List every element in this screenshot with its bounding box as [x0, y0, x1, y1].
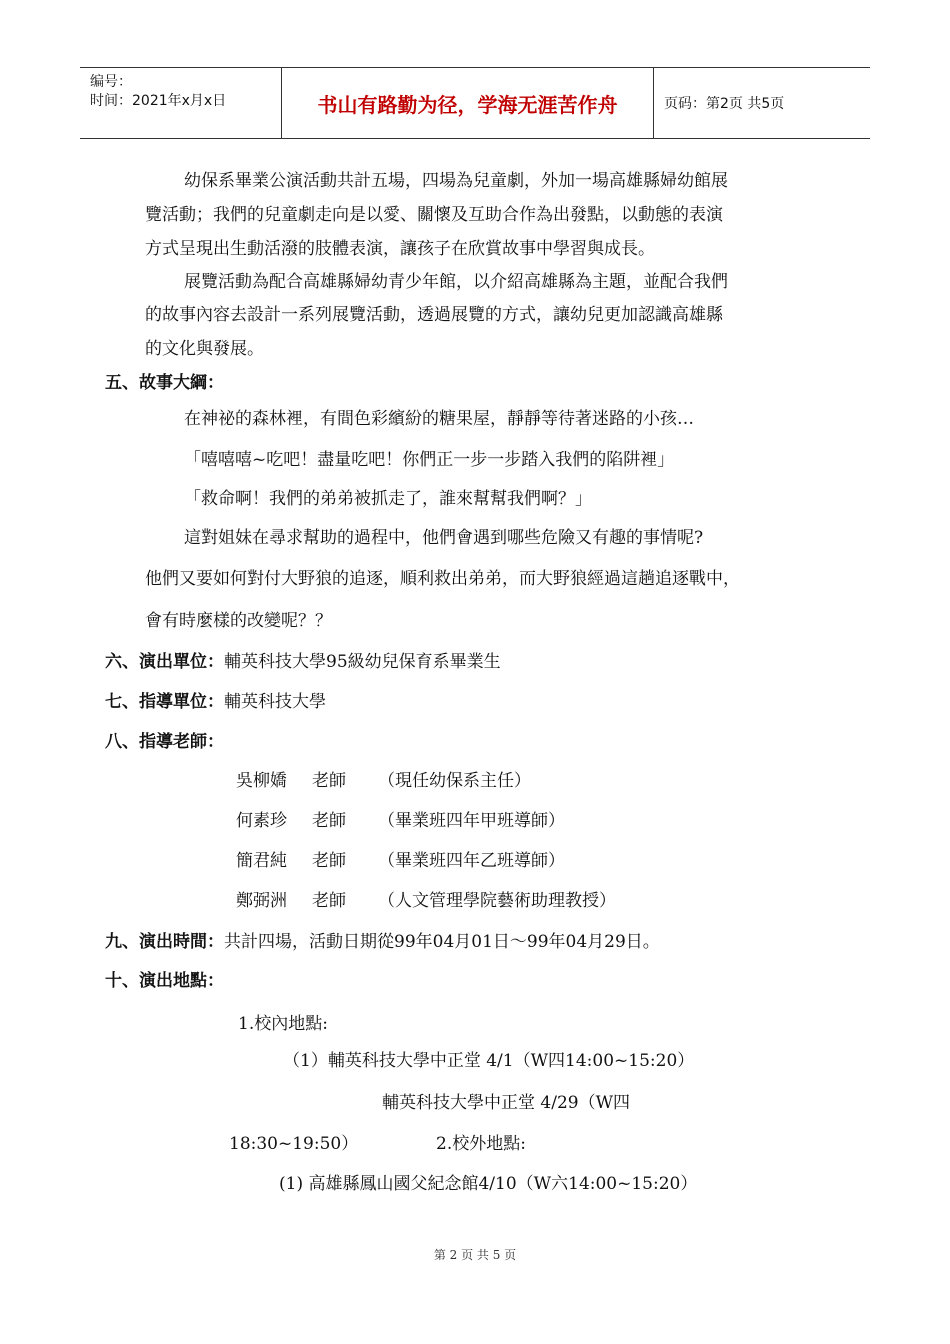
date-label: 时间：2021年x月x日 — [90, 93, 227, 109]
section-10-heading: 十、演出地點： — [105, 971, 224, 991]
venue-item: （1）輔英科技大學中正堂 4/1（W四14:00~15:20） — [283, 1051, 695, 1071]
intro-line: 的故事內容去設計一系列展覽活動，透過展覽的方式，讓幼兒更加認識高雄縣 — [145, 305, 723, 325]
story-line: 在神祕的森林裡，有間色彩繽紛的糖果屋，靜靜等待著迷路的小孩… — [184, 409, 694, 429]
teacher-role: （畢業班四年乙班導師） — [378, 851, 565, 871]
section-6-heading: 六、演出單位： — [105, 652, 224, 672]
header-motto: 书山有路勤为径，学海无涯苦作舟 — [281, 68, 654, 138]
number-label: 编号： — [90, 74, 132, 90]
venue-item: (1) 高雄縣鳳山國父紀念館4/10（W六14:00~15:20） — [279, 1174, 698, 1194]
section-8-heading: 八、指導老師： — [105, 732, 224, 752]
teacher-row — [236, 849, 565, 873]
venue-item-time: 18:30~19:50） — [229, 1134, 359, 1154]
teacher-name: 鄭弼洲 — [236, 891, 287, 911]
teacher-name: 吳柳嬌 — [236, 771, 287, 791]
intro-line: 展覽活動為配合高雄縣婦幼青少年館，以介紹高雄縣為主題，並配合我們 — [184, 272, 728, 292]
section-7-heading: 七、指導單位： — [105, 692, 224, 712]
story-line: 會有時麼樣的改變呢？？ — [145, 611, 332, 631]
intro-line: 的文化與發展。 — [145, 339, 264, 359]
section-7-value: 輔英科技大學 — [224, 692, 326, 712]
teacher-name: 簡君純 — [236, 851, 287, 871]
section-6-value: 輔英科技大學95級幼兒保育系畢業生 — [224, 652, 501, 672]
section-7 — [105, 690, 326, 714]
teacher-title: 老師 — [312, 771, 346, 791]
story-line: 這對姐妹在尋求幫助的過程中，他們會遇到哪些危險又有趣的事情呢? — [184, 528, 704, 548]
story-line: 他們又要如何對付大野狼的追逐，順利救出弟弟，而大野狼經過這趟追逐戰中， — [145, 569, 740, 589]
intro-line: 覽活動；我們的兒童劇走向是以愛、關懷及互助合作為出發點，以動態的表演 — [145, 205, 723, 225]
teacher-row — [236, 769, 531, 793]
teacher-row — [236, 809, 565, 833]
section-5-heading: 五、故事大綱： — [105, 373, 224, 393]
venue-item: 輔英科技大學中正堂 4/29（W四 — [382, 1093, 631, 1113]
document-header — [80, 67, 870, 139]
header-meta — [80, 68, 281, 138]
section-9-heading: 九、演出時間： — [105, 932, 224, 952]
section-6 — [105, 650, 501, 674]
story-line: 「嘻嘻嘻~吃吧！盡量吃吧！你們正一步一步踏入我們的陷阱裡」 — [184, 450, 675, 470]
section-9 — [105, 930, 660, 954]
teacher-title: 老師 — [312, 891, 346, 911]
teacher-role: （畢業班四年甲班導師） — [378, 811, 565, 831]
teacher-role: （人文管理學院藝術助理教授） — [378, 891, 616, 911]
intro-line: 幼保系畢業公演活動共計五場，四場為兒童劇，外加一場高雄縣婦幼館展 — [184, 171, 728, 191]
teacher-title: 老師 — [312, 811, 346, 831]
page-footer: 第 2 页 共 5 页 — [433, 1248, 517, 1262]
header-page-label: 页码：第2页 共5页 — [664, 96, 785, 112]
story-line: 「救命啊！我們的弟弟被抓走了，誰來幫幫我們啊？」 — [184, 489, 592, 509]
intro-line: 方式呈現出生動活潑的肢體表演，讓孩子在欣賞故事中學習與成長。 — [145, 239, 655, 259]
venue-offcampus-label: 2.校外地點: — [436, 1134, 526, 1154]
teacher-name: 何素珍 — [236, 811, 287, 831]
teacher-title: 老師 — [312, 851, 346, 871]
section-9-value: 共計四場，活動日期從99年04月01日～99年04月29日。 — [224, 932, 660, 952]
venue-campus-label: 1.校內地點: — [238, 1014, 328, 1034]
teacher-role: （現任幼保系主任） — [378, 771, 531, 791]
teacher-row — [236, 889, 616, 913]
